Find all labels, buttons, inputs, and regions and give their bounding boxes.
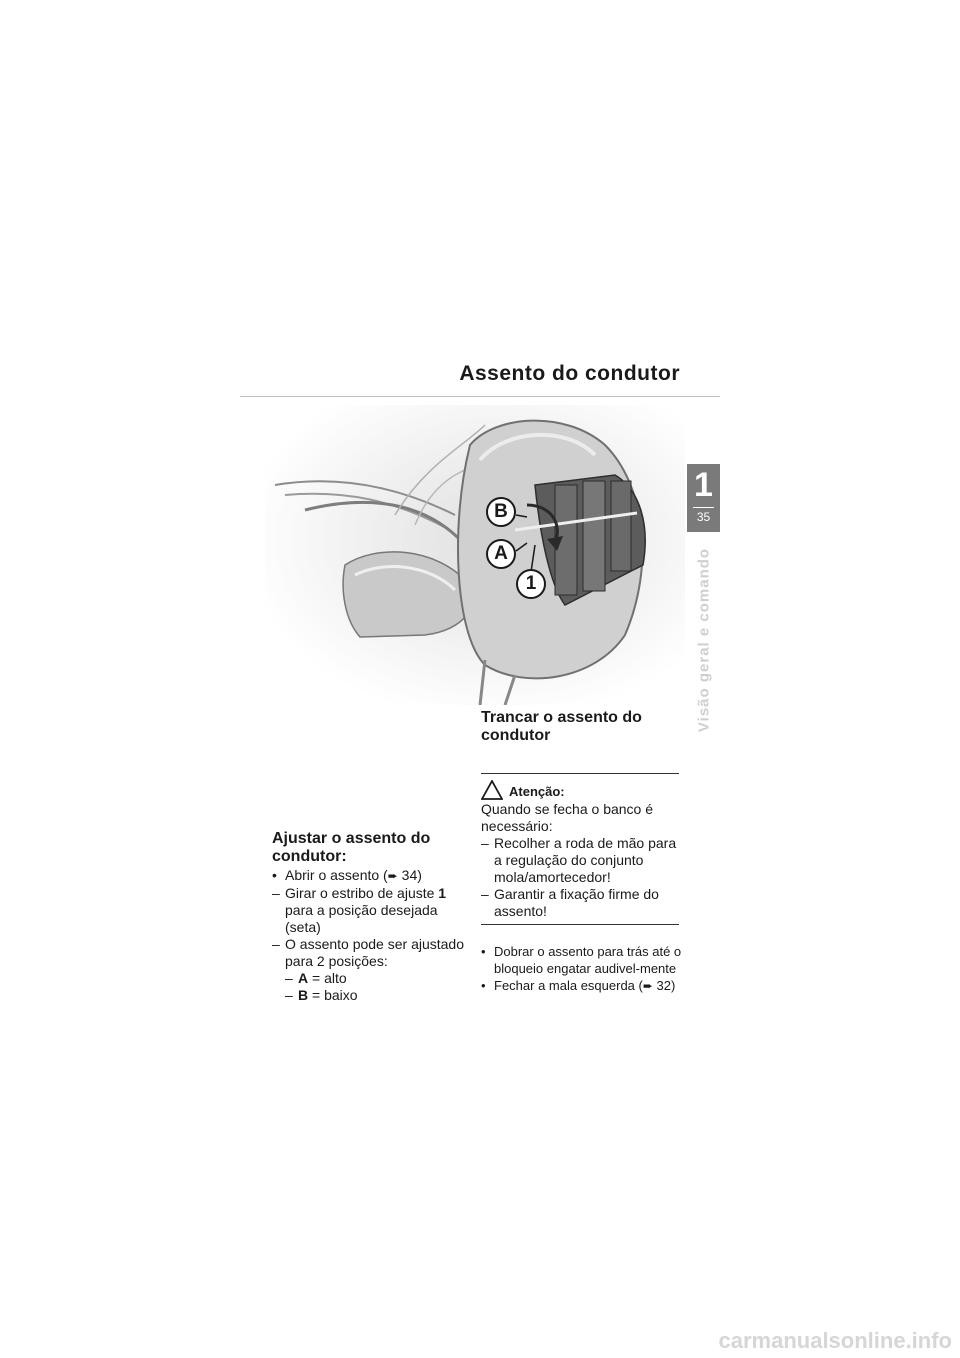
tab-divider: [693, 507, 714, 508]
list-item: – O assento pode ser ajustado para 2 posições:: [272, 936, 465, 969]
warning-intro: Quando se fecha o banco é necessário:: [481, 801, 654, 834]
motorcycle-seat-drawing: [265, 405, 685, 705]
callout-a: A: [486, 539, 516, 569]
sub-list-item: – A = alto: [285, 970, 347, 986]
callout-b: B: [486, 497, 516, 527]
callout-1: 1: [516, 569, 546, 599]
warning-box: [481, 773, 679, 925]
sub-list-item: – B = baixo: [285, 987, 358, 1003]
list-item: • Fechar a mala esquerda (➨ 32): [481, 978, 676, 993]
page-number: 35: [696, 510, 711, 524]
seat-illustration: [265, 405, 685, 705]
lock-heading: Trancar o assento do condutor: [481, 709, 642, 744]
page-title: Assento do condutor: [459, 362, 680, 385]
chapter-side-label: Visão geral e comando: [695, 547, 713, 733]
page-ref-arrow-icon: ➨: [387, 869, 398, 883]
adjust-heading: Ajustar o assento do condutor:: [272, 830, 431, 865]
warning-header: [481, 780, 679, 800]
page-ref-arrow-icon: ➨: [642, 979, 653, 993]
list-item: • Abrir o assento (➨ 34): [272, 867, 422, 883]
list-item: – Recolher a roda de mão para a regulação do conjunto mola/amortecedor!: [481, 835, 677, 885]
warning-title: Atenção:: [509, 784, 565, 799]
list-item: – Girar o estribo de ajuste 1 para a posição desejada (seta): [272, 885, 447, 935]
watermark: carmanualsonline.info: [718, 1328, 952, 1353]
warning-triangle-icon: [481, 780, 503, 800]
chapter-number: 1: [694, 466, 713, 504]
list-item: • Dobrar o assento para trás até o bloqueio engatar audivel-mente: [481, 944, 682, 976]
list-item: – Garantir a fixação firme do assento!: [481, 886, 659, 919]
title-rule: [240, 396, 720, 397]
chapter-tab: [687, 464, 720, 532]
lock-seat-section: [481, 709, 691, 995]
adjust-seat-section: [272, 830, 472, 1004]
lock-steps: [481, 943, 691, 995]
